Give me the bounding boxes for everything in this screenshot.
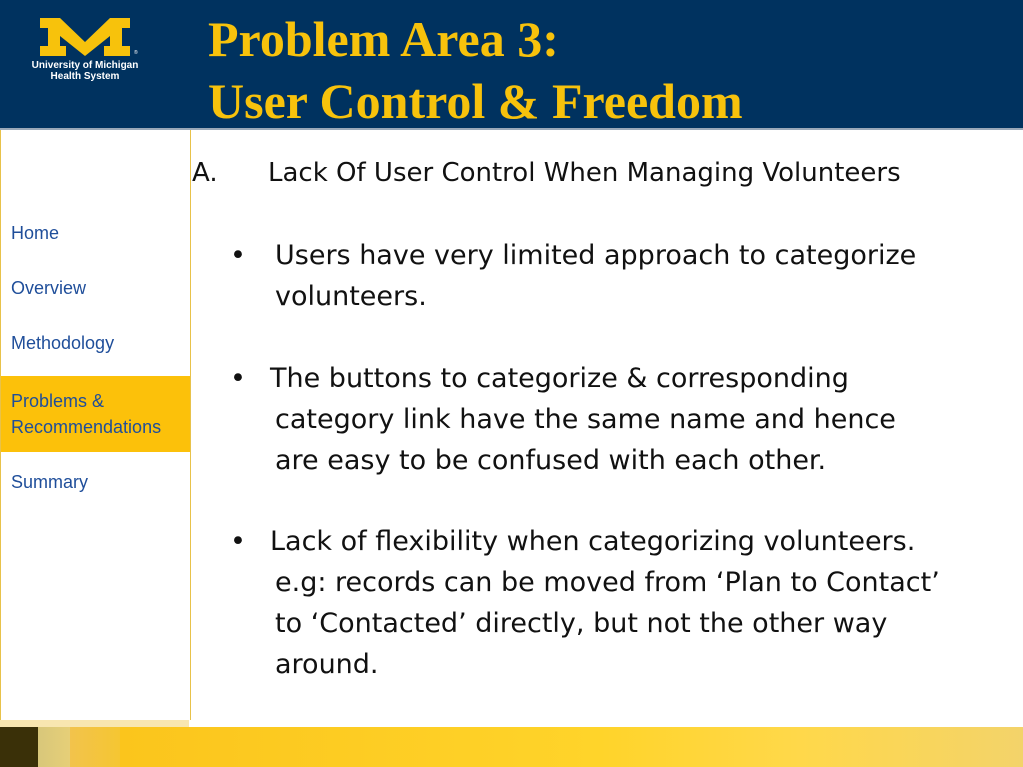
logo-caption-line1: University of Michigan: [31, 60, 139, 71]
bullet-line: around.: [275, 649, 379, 680]
bullet-dot-icon: •: [230, 240, 246, 271]
section-heading: [192, 156, 901, 190]
bullet-line: to ‘Contacted’ directly, but not the other way: [275, 608, 888, 639]
sidebar-item-problems-recommendations[interactable]: [1, 376, 190, 452]
header-bar: [0, 0, 1023, 130]
logo-caption: [10, 60, 160, 82]
umich-logo: [10, 12, 160, 92]
bullet-line: Lack of flexibility when categorizing volunteers.: [270, 526, 916, 557]
sidebar-item-problems-line2: Recommendations: [11, 417, 162, 437]
bullet-line: Users have very limited approach to categorize: [275, 240, 917, 271]
bullet-item: [230, 358, 896, 481]
bullet-line: are easy to be confused with each other.: [275, 445, 827, 476]
bullet-dot-icon: •: [230, 363, 246, 394]
footer-bar: [0, 727, 1023, 767]
block-m-icon: [10, 12, 160, 60]
sidebar-item-overview[interactable]: Overview: [11, 278, 87, 298]
heading-text: Lack Of User Control When Managing Volunteers: [268, 158, 901, 188]
bullet-line: category link have the same name and hence: [275, 404, 896, 435]
bullet-item: [230, 235, 916, 317]
bullet-line: The buttons to categorize & corresponding: [270, 363, 849, 394]
svg-text:®: ®: [134, 50, 138, 56]
sidebar-item-problems-line1: Problems &: [11, 391, 105, 411]
sidebar-item-methodology[interactable]: Methodology: [11, 333, 115, 353]
sidebar-nav: [0, 130, 191, 720]
logo-caption-line2: Health System: [50, 71, 120, 82]
slide-title: [208, 8, 743, 132]
bullet-item: [230, 521, 940, 685]
bullet-line: volunteers.: [275, 281, 427, 312]
sidebar-item-home[interactable]: Home: [11, 223, 60, 243]
sidebar-item-summary[interactable]: Summary: [11, 472, 89, 492]
heading-marker: A.: [192, 158, 218, 188]
bullet-line: e.g: records can be moved from ‘Plan to Contact’: [275, 567, 940, 598]
sidebar-bottom-edge: [0, 720, 189, 727]
bullet-dot-icon: •: [230, 526, 246, 557]
slide-title-line1: Problem Area 3:: [208, 11, 559, 67]
slide-title-line2: User Control & Freedom: [208, 73, 743, 129]
